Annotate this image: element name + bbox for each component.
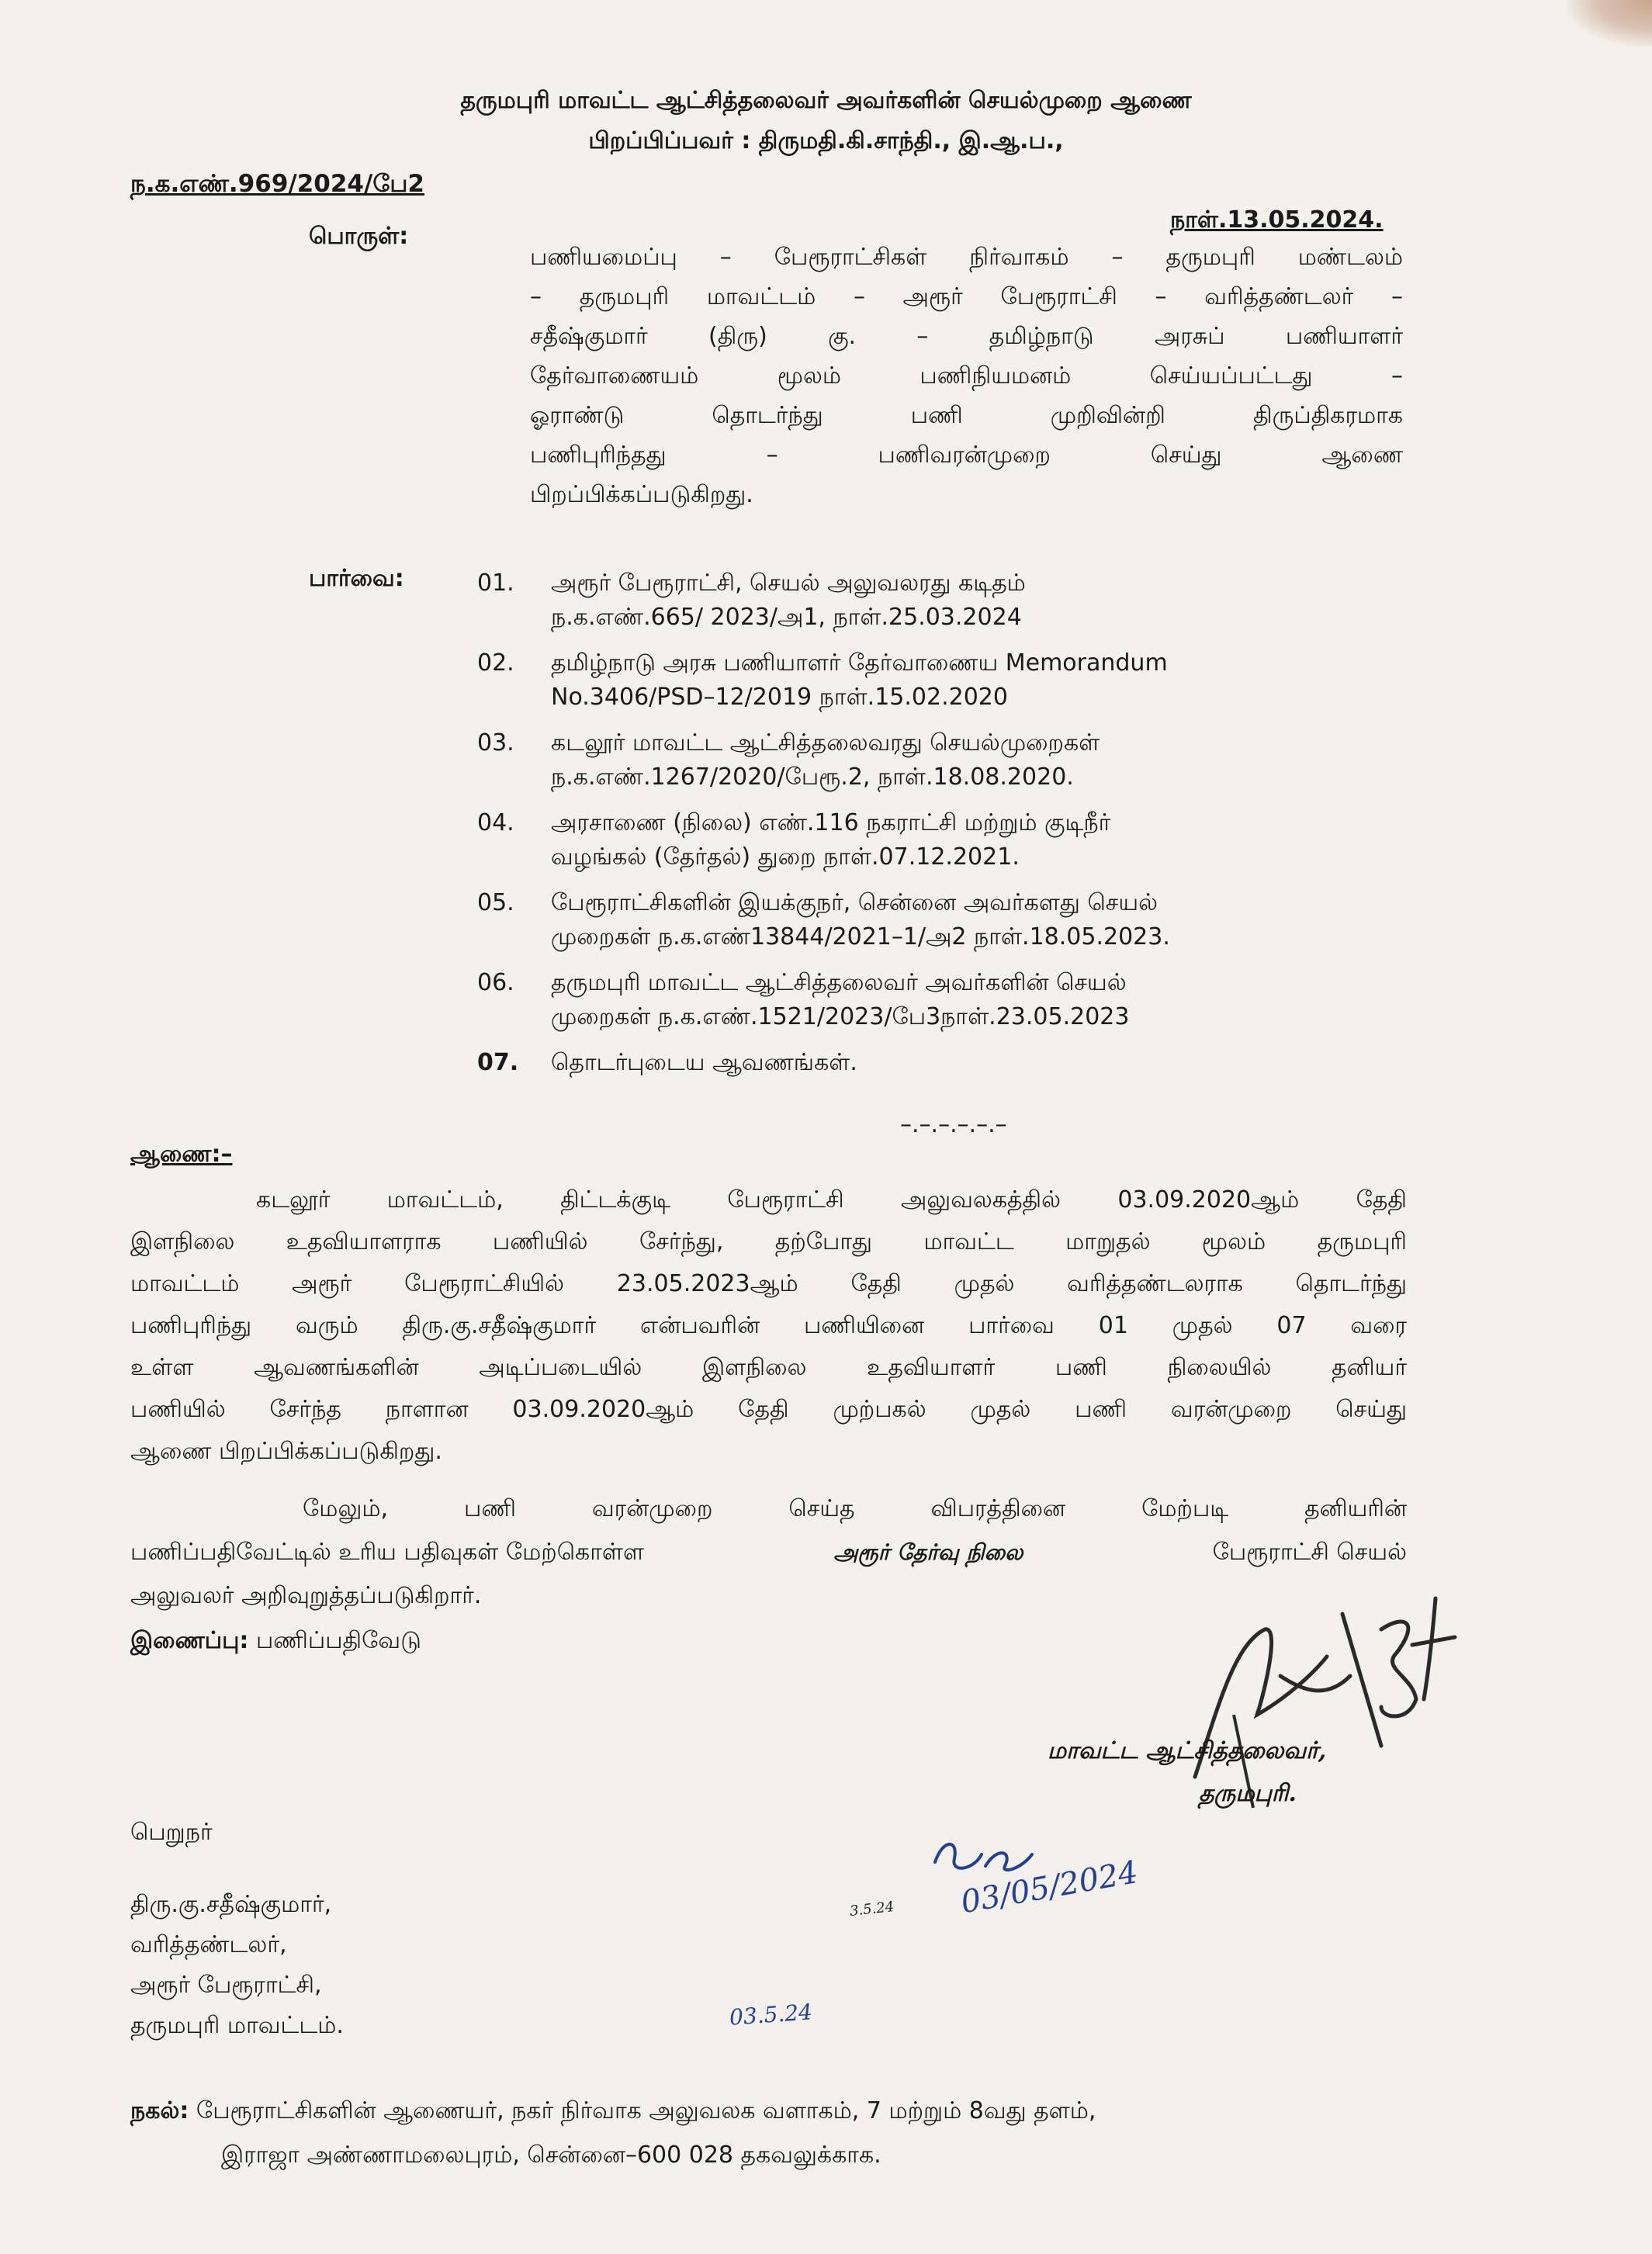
order-paragraph-1	[130, 1183, 1407, 1477]
reference-number-label: 07.	[477, 1049, 519, 1076]
enclosure-label: இணைப்பு:	[130, 1627, 249, 1654]
reference-line: No.3406/PSD–12/2019 நாள்.15.02.2020	[551, 684, 1008, 711]
order-label: ஆணை:–	[130, 1141, 233, 1168]
subject-label: பொருள்:	[309, 223, 409, 250]
recipient-line: திரு.கு.சதீஷ்குமார்,	[130, 1891, 332, 1918]
order-line: பணிபுரிந்து வரும் திரு.கு.சதீஷ்குமார் என்பவரின் பணியினை பார்வை 01 முதல் 07 வரை	[130, 1312, 1407, 1339]
recipient-line: தருமபுரி மாவட்டம்.	[130, 2012, 344, 2039]
order-line: அலுவலர் அறிவுறுத்தப்படுகிறார்.	[130, 1582, 482, 1609]
reference-line: முறைகள் ந.க.எண்.1521/2023/பே3நாள்.23.05.2023	[551, 1003, 1130, 1030]
reference-item	[477, 646, 1408, 726]
order-line-part: பேரூராட்சி செயல்	[1212, 1539, 1407, 1566]
recipient-line: வரித்தண்டலர்,	[130, 1931, 287, 1958]
subject-line: பணியமைப்பு – பேரூராட்சிகள் நிர்வாகம் – தருமபுரி மண்டலம்	[530, 244, 1403, 271]
copy-label: நகல்:	[130, 2097, 189, 2124]
blue-date-note: 03/05/2024	[958, 1854, 1141, 1921]
signatory-place: தருமபுரி.	[1199, 1780, 1297, 1807]
references-label: பார்வை:	[309, 565, 404, 592]
reference-item	[477, 806, 1408, 886]
reference-item	[477, 966, 1408, 1046]
recipient-line: அரூர் பேரூராட்சி,	[130, 1972, 322, 1999]
subject-line: தேர்வாணையம் மூலம் பணிநியமனம் செய்யப்பட்டது –	[530, 362, 1403, 390]
order-line: மேலும், பணி வரன்முறை செய்த விபரத்தினை மேற்படி தனியரின்	[303, 1495, 1407, 1522]
copy-line-1	[130, 2094, 1096, 2128]
recipient-label: பெறுநர்	[130, 1819, 213, 1846]
reference-line: ந.க.எண்.1267/2020/பேரூ.2, நாள்.18.08.2020.	[551, 763, 1074, 791]
signature-mark	[1242, 1598, 1366, 1622]
document-title: தருமபுரி மாவட்ட ஆட்சித்தலைவர் அவர்களின் செயல்முறை ஆணை	[460, 87, 1192, 114]
handwritten-office-name: அரூர் தேர்வு நிலை	[833, 1539, 1023, 1565]
order-line: உள்ள ஆவணங்களின் அடிப்படையில் இளநிலை உதவியாளர் பணி நிலையில் தனியர்	[130, 1354, 1407, 1381]
subject-block	[530, 241, 1403, 512]
copy-text: பேரூராட்சிகளின் ஆணையர், நகர் நிர்வாக அலுவலக வளாகம், 7 மற்றும் 8வது தளம்,	[196, 2097, 1096, 2124]
reference-item	[477, 1046, 1408, 1086]
order-line-part: பணிப்பதிவேட்டில் உரிய பதிவுகள் மேற்கொள்ள	[130, 1539, 645, 1566]
subject-line: பிறப்பிக்கப்படுகிறது.	[530, 481, 753, 508]
page-corner-shadow	[1567, 0, 1652, 47]
reference-number-label: 01.	[477, 570, 514, 597]
order-date: நாள்.13.05.2024.	[1170, 206, 1384, 234]
reference-line: தருமபுரி மாவட்ட ஆட்சித்தலைவர் அவர்களின் செயல்	[551, 969, 1127, 996]
order-line	[130, 1536, 1407, 1579]
issuer-line: பிறப்பிப்பவர் : திருமதி.கி.சாந்தி., இ.ஆ.ப.,	[588, 127, 1064, 154]
reference-line: அரசாணை (நிலை) எண்.116 நகராட்சி மற்றும் குடிநீர்	[551, 809, 1111, 836]
order-line: ஆணை பிறப்பிக்கப்படுகிறது.	[130, 1438, 442, 1465]
reference-line: தமிழ்நாடு அரசு பணியாளர் தேர்வாணைய Memorandum	[551, 649, 1168, 677]
reference-item	[477, 566, 1408, 646]
reference-line: அரூர் பேரூராட்சி, செயல் அலுவலரது கடிதம்	[551, 570, 1026, 597]
reference-number-label: 03.	[477, 729, 514, 757]
reference-number-label: 06.	[477, 969, 514, 996]
subject-line: – தருமபுரி மாவட்டம் – அரூர் பேரூராட்சி – வரித்தண்டலர் –	[530, 283, 1403, 310]
reference-line: முறைகள் ந.க.எண்13844/2021–1/அ2 நாள்.18.05.2023.	[551, 923, 1170, 950]
reference-line: தொடர்புடைய ஆவணங்கள்.	[551, 1049, 857, 1076]
enclosure-line	[130, 1624, 421, 1658]
recipient-address	[130, 1888, 344, 2049]
subject-line: சதீஷ்குமார் (திரு) கு. – தமிழ்நாடு அரசுப் பணியாளர்	[530, 323, 1403, 350]
signatory-designation: மாவட்ட ஆட்சித்தலைவர்,	[1048, 1737, 1327, 1764]
reference-number: ந.க.எண்.969/2024/பே2	[130, 170, 424, 198]
reference-item	[477, 886, 1408, 966]
reference-number-label: 05.	[477, 889, 514, 916]
reference-number-label: 02.	[477, 649, 514, 677]
order-line: மாவட்டம் அரூர் பேரூராட்சியில் 23.05.2023ஆம் தேதி முதல் வரித்தண்டலராக தொடர்ந்து	[130, 1270, 1407, 1297]
subject-line: பணிபுரிந்தது – பணிவரன்முறை செய்து ஆணை	[530, 441, 1403, 469]
reference-line: ந.க.எண்.665/ 2023/அ1, நாள்.25.03.2024	[551, 604, 1022, 631]
bottom-initial-note: 03.5.24	[728, 1999, 813, 2031]
reference-line: கடலூர் மாவட்ட ஆட்சித்தலைவரது செயல்முறைகள்	[551, 729, 1100, 757]
reference-number-label: 04.	[477, 809, 514, 836]
enclosure-text: பணிப்பதிவேடு	[255, 1627, 421, 1654]
order-line: பணியில் சேர்ந்த நாளான 03.09.2020ஆம் தேதி முற்பகல் முதல் பணி வரன்முறை செய்து	[130, 1396, 1407, 1423]
reference-line: பேரூராட்சிகளின் இயக்குநர், சென்னை அவர்களது செயல்	[551, 889, 1158, 916]
references-list	[477, 566, 1408, 1086]
copy-line-2: இராஜா அண்ணாமலைபுரம், சென்னை–600 028 தகவலுக்காக.	[221, 2141, 881, 2169]
order-line: கடலூர் மாவட்டம், திட்டக்குடி பேரூராட்சி அலுவலகத்தில் 03.09.2020ஆம் தேதி	[256, 1186, 1407, 1214]
reference-line: வழங்கல் (தேர்தல்) துறை நாள்.07.12.2021.	[551, 843, 1020, 871]
subject-line: ஓராண்டு தொடர்ந்து பணி முறிவின்றி திருப்திகரமாக	[530, 402, 1403, 429]
small-initial-note: 3.5.24	[849, 1899, 895, 1920]
order-line: இளநிலை உதவியாளராக பணியில் சேர்ந்து, தற்போது மாவட்ட மாறுதல் மூலம் தருமபுரி	[130, 1228, 1407, 1255]
section-separator: –.–.–.–.–.–	[900, 1111, 1007, 1138]
reference-item	[477, 726, 1408, 806]
